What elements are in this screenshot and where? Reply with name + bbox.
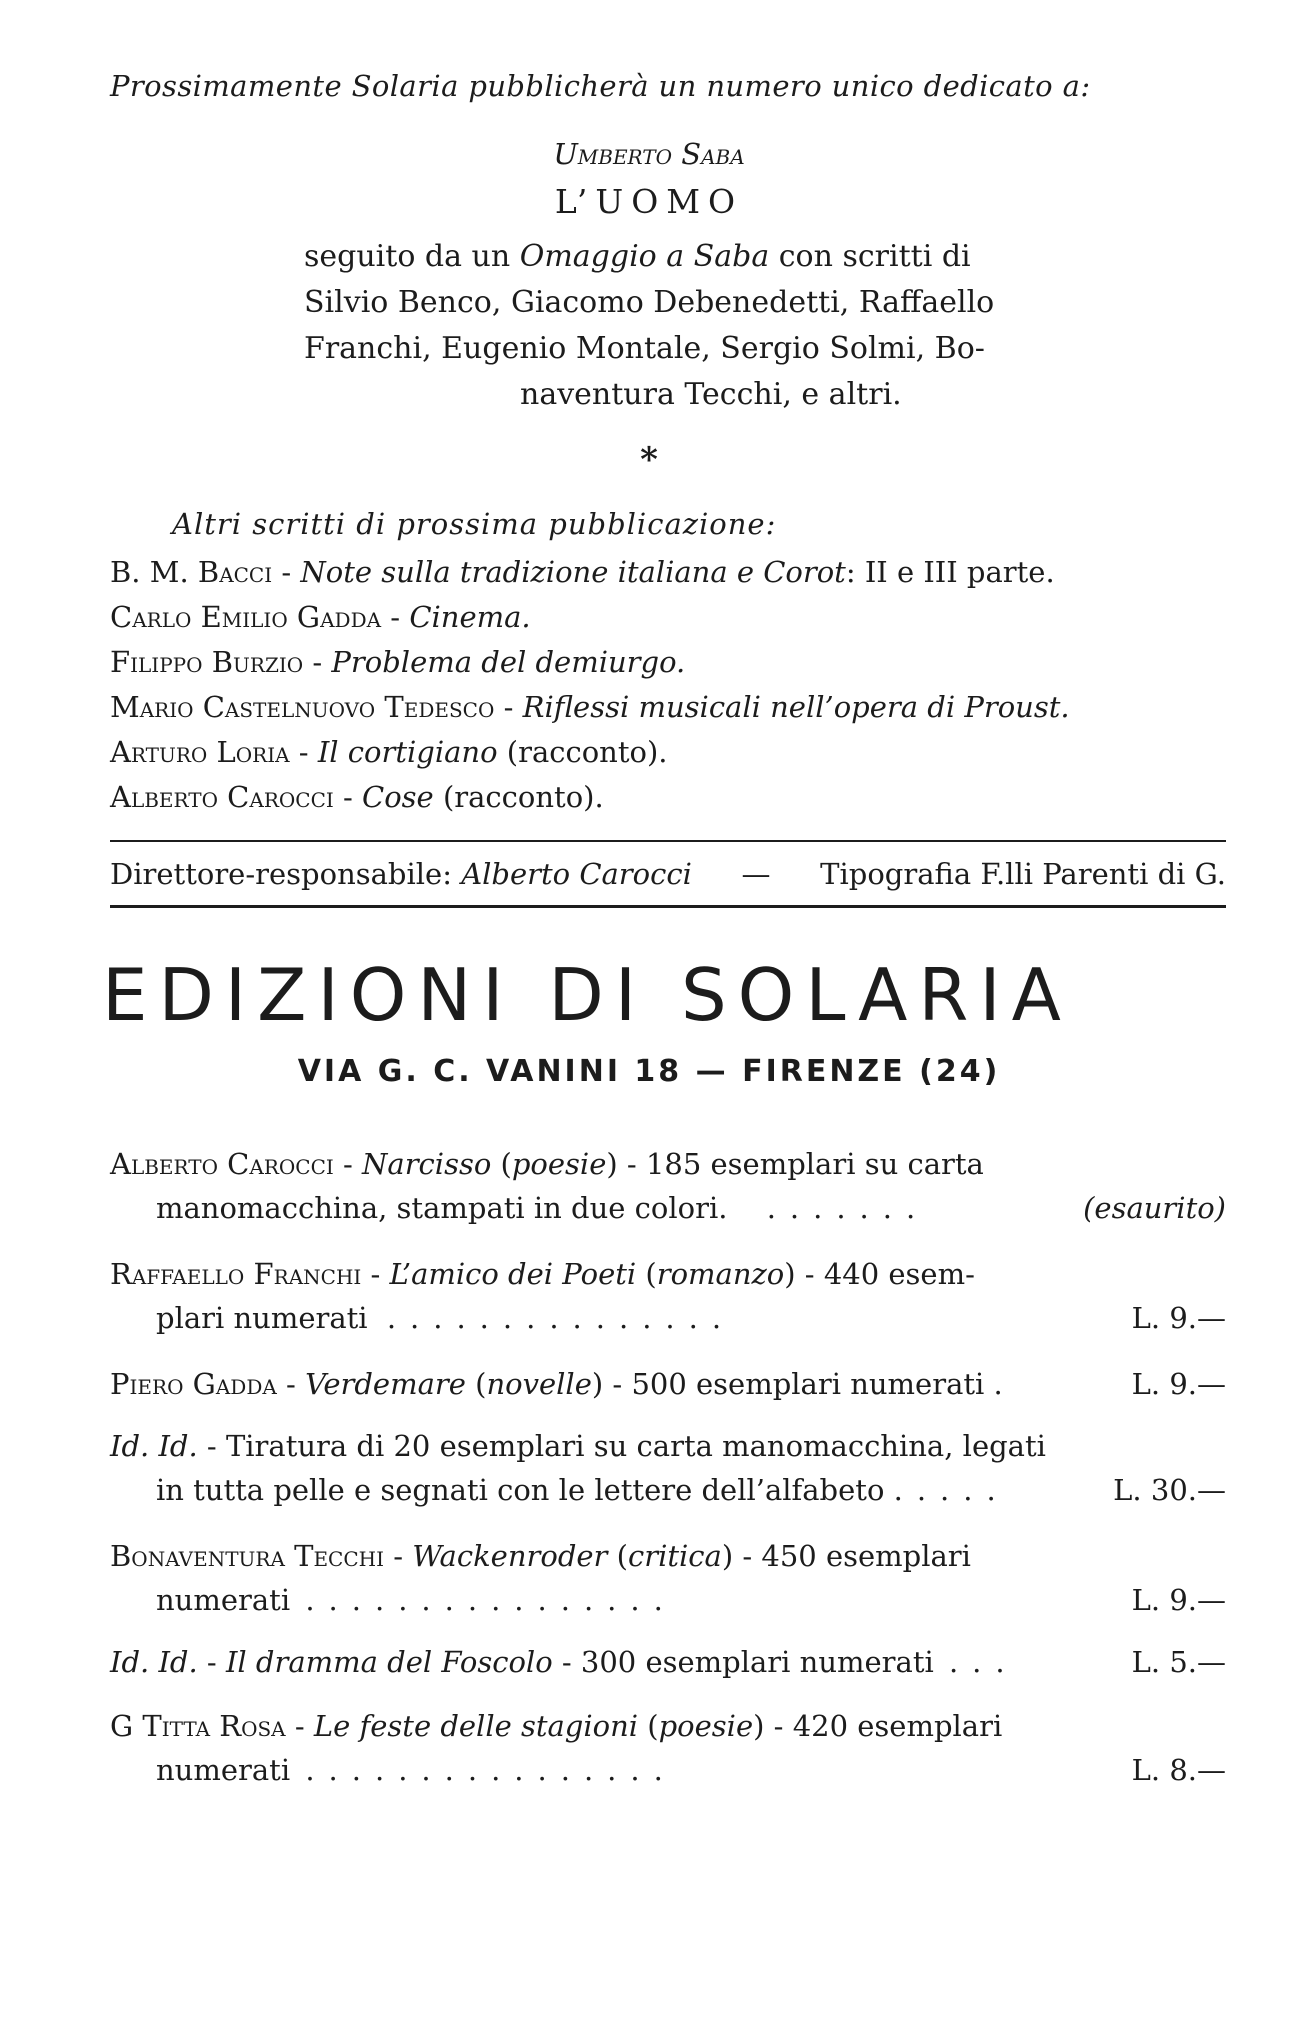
list-item: [110, 775, 1226, 820]
entry-title: Verdemare: [305, 1367, 466, 1401]
item-title: Il cortigiano: [317, 735, 498, 769]
entry-author: Bonaventura Tecchi: [110, 1539, 385, 1573]
entry-details: - 450 esemplari: [733, 1539, 971, 1573]
entry-author: Id. Id.: [110, 1645, 198, 1679]
entry-details: numerati: [156, 1753, 291, 1787]
leader-dots: ................: [305, 1753, 677, 1787]
item-separator: -: [289, 735, 318, 769]
item-title: Problema del demiurgo.: [331, 645, 686, 679]
entry-price: L. 9.—: [1131, 1301, 1226, 1335]
homage-block: [304, 234, 1024, 418]
entry-author: Alberto Carocci: [110, 1147, 334, 1181]
colophon-printer: Tipografia F.lli Parenti di G.: [820, 857, 1226, 891]
item-note: : II e III parte.: [845, 555, 1055, 589]
announced-author: Umberto Saba: [553, 137, 745, 171]
entry-line: G Titta Rosa - Le feste delle stagioni (poesie) - 420 esemplari: [110, 1709, 1003, 1743]
item-separator: -: [303, 645, 332, 679]
entry-details: in tutta pelle e segnati con le lettere dell’alfabeto: [156, 1473, 885, 1507]
entry-title: Le feste delle stagioni: [313, 1709, 639, 1743]
entry-line: [110, 1748, 1226, 1792]
item-title: Riflessi musicali nell’opera di Proust.: [522, 690, 1070, 724]
leader-dots: ...............: [386, 1301, 736, 1335]
upcoming-heading: Altri scritti di prossima pubblicazione:: [172, 507, 777, 541]
item-author: Arturo Loria: [110, 735, 290, 769]
item-author: B. M. Bacci: [110, 555, 273, 589]
publisher-address: VIA G. C. VANINI 18 — FIRENZE (24): [297, 1054, 1001, 1089]
homage-line: Franchi, Eugenio Montale, Sergio Solmi, Bo-: [304, 331, 985, 366]
item-separator: -: [494, 690, 523, 724]
divider-rule-top: [110, 840, 1226, 842]
catalog-entry: [110, 1362, 1226, 1406]
item-author: Carlo Emilio Gadda: [110, 600, 382, 634]
entry-line: [110, 1296, 1226, 1340]
entry-details: numerati: [156, 1583, 291, 1617]
entry-author: Piero Gadda: [110, 1367, 277, 1401]
entry-details: plari numerati: [156, 1301, 368, 1335]
list-item: [110, 685, 1226, 730]
leader-dots: .....: [893, 1473, 1010, 1507]
entry-genre: romanzo: [656, 1257, 785, 1291]
entry-price: L. 9.—: [1131, 1367, 1226, 1401]
entry-line: Raffaello Franchi - L’amico dei Poeti (romanzo) - 440 esem-: [110, 1257, 975, 1291]
entry-genre: novelle: [486, 1367, 592, 1401]
announcement-intro: Prossimamente Solaria pubblicherà un numero unico dedicato a:: [110, 69, 1091, 103]
leader-dots: ................: [305, 1583, 677, 1617]
list-item: [110, 550, 1226, 595]
entry-details: - 300 esemplari numerati: [552, 1645, 934, 1679]
colophon-director: [110, 852, 692, 896]
asterisk-separator: *: [640, 440, 658, 480]
entry-line: Id. Id. - Il dramma del Foscolo - 300 esemplari numerati ...: [110, 1645, 1019, 1679]
catalog-entry: [110, 1142, 1226, 1230]
list-item: [110, 595, 1226, 640]
list-item: [110, 640, 1226, 685]
entry-title: Narcisso: [362, 1147, 492, 1181]
entry-line: [110, 1424, 1226, 1468]
entry-price: L. 5.—: [1131, 1645, 1226, 1679]
homage-line: seguito da un Omaggio a Saba con scritti di: [304, 239, 971, 274]
entry-details: - Tiratura di 20 esemplari su carta manomacchina, legati: [197, 1429, 1046, 1463]
colophon-director-name: Alberto Carocci: [461, 857, 692, 891]
leader-dots: .: [993, 1367, 1017, 1401]
item-separator: -: [381, 600, 410, 634]
list-item: [110, 730, 1226, 775]
leader-dots: ...: [948, 1645, 1019, 1679]
catalog-entry: [110, 1252, 1226, 1340]
catalog-entry: [110, 1534, 1226, 1622]
colophon-label: Direttore-responsabile:: [110, 857, 452, 891]
entry-line: [110, 1578, 1226, 1622]
entry-author: G Titta Rosa: [110, 1709, 286, 1743]
item-author: Filippo Burzio: [110, 645, 304, 679]
entry-genre: poesie: [511, 1147, 607, 1181]
divider-rule-bottom: [110, 905, 1226, 908]
entry-price: (esaurito): [1083, 1191, 1226, 1225]
colophon-dash: —: [741, 857, 771, 891]
item-title: Cose: [362, 780, 434, 814]
entry-price: L. 8.—: [1131, 1753, 1226, 1787]
entry-author: Raffaello Franchi: [110, 1257, 362, 1291]
item-author: Alberto Carocci: [110, 780, 334, 814]
item-title: Cinema.: [409, 600, 531, 634]
item-author: Mario Castelnuovo Tedesco: [110, 690, 495, 724]
entry-details: - 500 esemplari numerati: [603, 1367, 985, 1401]
entry-details: - 440 esem-: [795, 1257, 975, 1291]
entry-details: manomacchina, stampati in due colori.: [156, 1191, 728, 1225]
entry-line: Piero Gadda - Verdemare (novelle) - 500 esemplari numerati .: [110, 1367, 1017, 1401]
item-separator: -: [333, 780, 363, 814]
colophon: [110, 852, 1226, 896]
entry-title: Il dramma del Foscolo: [225, 1645, 553, 1679]
entry-line: [110, 1186, 1226, 1230]
announced-work-title: L’UOMO: [554, 182, 744, 221]
entry-title: L’amico dei Poeti: [389, 1257, 637, 1291]
entry-author: Id. Id.: [110, 1429, 198, 1463]
entry-line: Bonaventura Tecchi - Wackenroder (critica) - 450 esemplari: [110, 1539, 971, 1573]
homage-line: Silvio Benco, Giacomo Debenedetti, Raffaello: [304, 285, 995, 320]
catalog-entry: [110, 1704, 1226, 1792]
entry-details: - 185 esemplari su carta: [617, 1147, 984, 1181]
entry-line: Alberto Carocci - Narcisso (poesie) - 185 esemplari su carta: [110, 1147, 984, 1181]
catalog-entry: [110, 1424, 1226, 1512]
leader-dots: .......: [766, 1191, 930, 1225]
entry-genre: critica: [627, 1539, 722, 1573]
publisher-name: EDIZIONI DI SOLARIA: [102, 953, 1072, 1037]
entry-price: L. 9.—: [1131, 1583, 1226, 1617]
upcoming-list: [110, 550, 1226, 820]
item-separator: -: [272, 555, 301, 589]
entry-price: L. 30.—: [1113, 1473, 1226, 1507]
catalog-entry: [110, 1640, 1226, 1684]
entry-genre: poesie: [658, 1709, 754, 1743]
entry-line: [110, 1468, 1226, 1512]
item-note: (racconto).: [433, 780, 604, 814]
item-note: (racconto).: [497, 735, 668, 769]
entry-details: - 420 esemplari: [764, 1709, 1003, 1743]
item-title: Note sulla tradizione italiana e Corot: [300, 555, 846, 589]
homage-line: naventura Tecchi, e altri.: [520, 377, 902, 412]
entry-title: Wackenroder: [412, 1539, 608, 1573]
